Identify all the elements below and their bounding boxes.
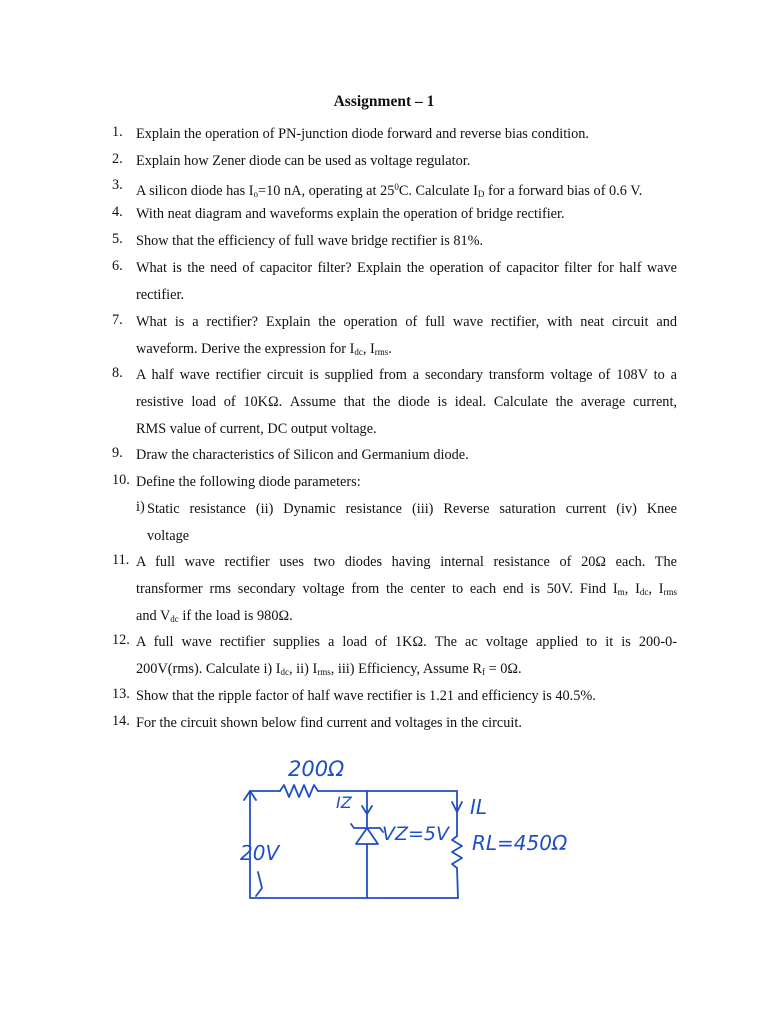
question-text: A silicon diode has $I_o=10$ nA, operating at $25^0C$. Calculate $I_D$ for a forward bias of 0.6 V.	[136, 182, 643, 199]
question-text: With neat diagram and waveforms explain the operation of bridge rectifier.	[136, 206, 565, 222]
zener-voltage-label: VZ=5V	[382, 823, 450, 845]
series-resistor-200ohm	[280, 785, 318, 797]
question-text: Explain how Zener diode can be used as voltage regulator.	[136, 153, 471, 169]
question-text-line: RMS value of current, DC output voltage.	[136, 421, 377, 437]
load-branch-bottom	[457, 868, 458, 898]
question-8	[112, 365, 677, 446]
source-arrow-down	[256, 872, 262, 896]
subitem-text-line: Static resistance (ii) Dynamic resistance (iii) Reverse saturation current (iv) Knee	[147, 501, 677, 517]
question-text: Define the following diode parameters:	[136, 474, 361, 490]
load-resistor-label: RL=450Ω	[472, 831, 568, 855]
question-10	[112, 472, 677, 499]
question-number: 12.	[112, 632, 130, 648]
question-2	[112, 151, 677, 178]
question-6	[112, 258, 677, 312]
question-text-line: A half wave rectifier circuit is supplied from a secondary transform voltage of 108V to a	[136, 367, 677, 383]
load-resistor-450ohm	[452, 836, 462, 868]
source-voltage-label: 20V	[240, 841, 280, 865]
question-1	[112, 124, 677, 151]
question-number: 4.	[112, 204, 123, 220]
question-text-line: A full wave rectifier supplies a load of 1KΩ. The ac voltage applied to it is 200-0-	[136, 634, 677, 650]
question-number: 7.	[112, 312, 123, 328]
question-text-line: A full wave rectifier uses two diodes having internal resistance of 20Ω each. The	[136, 554, 677, 570]
question-text: Draw the characteristics of Silicon and Germanium diode.	[136, 447, 469, 463]
series-resistor-label: 200Ω	[288, 757, 345, 781]
question-text: Show that the efficiency of full wave bridge rectifier is 81%.	[136, 233, 484, 249]
question-14	[112, 713, 677, 740]
question-number: 9.	[112, 445, 123, 461]
question-number: 1.	[112, 124, 123, 140]
subitem-label: i)	[136, 499, 145, 515]
question-number: 8.	[112, 365, 123, 381]
question-text: For the circuit shown below find current and voltages in the circuit.	[136, 715, 522, 731]
question-number: 3.	[112, 177, 123, 193]
zener-diode-triangle	[356, 828, 378, 844]
question-4	[112, 204, 677, 231]
question-text-line: and $V_{dc}$ if the load is 980Ω.	[136, 608, 293, 624]
question-text-line: waveform. Derive the expression for $I_{dc}$, $I_{rms}$.	[136, 341, 392, 357]
question-number: 10.	[112, 472, 130, 488]
question-number: 2.	[112, 151, 123, 167]
zener-current-label: IZ	[336, 793, 352, 812]
question-text-line: resistive load of 10KΩ. Assume that the diode is ideal. Calculate the average current,	[136, 394, 677, 410]
load-current-label: IL	[470, 795, 488, 819]
question-number: 13.	[112, 686, 130, 702]
question-number: 5.	[112, 231, 123, 247]
subitem-text-line: voltage	[147, 528, 190, 544]
circuit-diagram	[232, 748, 592, 908]
question-number: 6.	[112, 258, 123, 274]
question-text-line: transformer rms secondary voltage from the center to each end is 50V. Find $I_m$, $I_{dc}$, $I_{rms}$	[136, 581, 677, 597]
question-number: 14.	[112, 713, 130, 729]
question-text-line: rectifier.	[136, 287, 185, 303]
question-text: Explain the operation of PN-junction diode forward and reverse bias condition.	[136, 126, 590, 142]
question-9	[112, 445, 677, 472]
question-12	[112, 632, 677, 686]
question-7	[112, 312, 677, 366]
question-text: Show that the ripple factor of half wave rectifier is 1.21 and efficiency is 40.5%.	[136, 688, 596, 704]
page-title: Assignment – 1	[333, 93, 435, 110]
question-13	[112, 686, 677, 713]
question-text-line: What is the need of capacitor filter? Explain the operation of capacitor filter for half wave	[136, 260, 677, 276]
question-5	[112, 231, 677, 258]
question-10-subitem	[136, 499, 677, 553]
question-3	[112, 177, 677, 204]
question-text-line: What is a rectifier? Explain the operation of full wave rectifier, with neat circuit and	[136, 314, 677, 330]
question-text-line: 200V(rms). Calculate i) $I_{dc}$, ii) $I_{rms}$, iii) Efficiency, Assume $R_f = 0\Omega$.	[136, 661, 522, 677]
question-number: 11.	[112, 552, 130, 568]
question-11	[112, 552, 677, 633]
